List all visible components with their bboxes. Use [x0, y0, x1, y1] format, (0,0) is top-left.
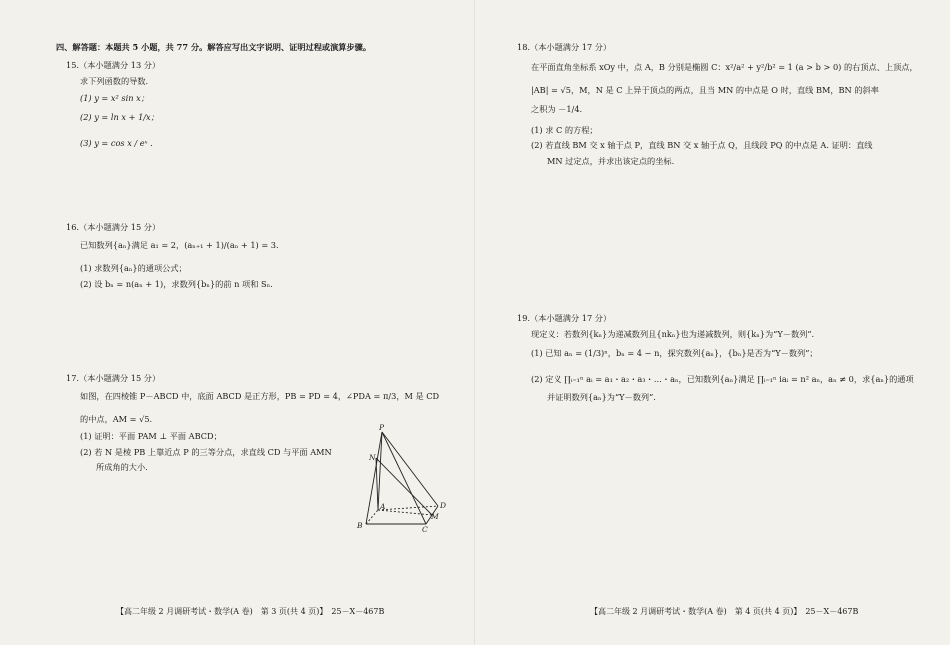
label-A: A — [380, 502, 386, 511]
q15-intro: 求下列函数的导数. — [80, 76, 149, 86]
q15-part2: (2) y = ln x + 1/x； — [80, 112, 159, 122]
q19-header: 19.（本小题满分 17 分） — [517, 313, 612, 323]
q17-line2: 的中点，AM = √5. — [80, 414, 153, 424]
label-N: N — [369, 453, 376, 462]
label-P: P — [379, 424, 385, 432]
q17-part1: (1) 证明：平面 PAM ⊥ 平面 ABCD； — [80, 431, 222, 441]
segment-NA — [376, 458, 378, 510]
q18-line1: 在平面直角坐标系 xOy 中，点 A，B 分别是椭圆 C：x²/a² + y²/b² = 1 (a > b > 0) 的右顶点、上顶点， — [531, 62, 918, 72]
q18-part2: (2) 若直线 BM 交 x 轴于点 P，直线 BN 交 x 轴于点 Q，且线段 PQ 的中点是 A. 证明：直线 — [531, 140, 873, 150]
q17-line1: 如图，在四棱锥 P－ABCD 中，底面 ABCD 是正方形，PB = PD = 4，∠PDA = π/3，M 是 CD — [80, 391, 440, 401]
footer-left: 【高二年级 2 月调研考试・数学(A 卷) 第 3 页(共 4 页)】 25－X－467B — [116, 607, 385, 616]
label-M: M — [431, 512, 439, 521]
pyramid-figure — [352, 424, 452, 534]
edge-PC — [382, 432, 426, 524]
q19-part2: (2) 定义 ∏ᵢ₌₁ⁿ aᵢ = a₁・a₂・a₃・…・aₙ，已知数列{aₙ}满足 ∏ᵢ₌₁ⁿ iaᵢ = n² aₙ，aₙ ≠ 0，求{aₙ}的通项 — [531, 374, 914, 384]
q16-part1: (1) 求数列{aₙ}的通项公式； — [80, 263, 187, 273]
q18-line3: 之积为 －1/4. — [531, 104, 583, 114]
q18-part1: (1) 求 C 的方程； — [531, 125, 598, 135]
q19-part1: (1) 已知 aₙ = (1/3)ⁿ，bₙ = 4 − n，探究数列{aₙ}，{bₙ}是否为“Y－数列”； — [531, 348, 818, 358]
q18-header: 18.（本小题满分 17 分） — [517, 42, 612, 52]
q16-part2: (2) 设 bₙ = n(aₙ + 1)，求数列{bₙ}的前 n 项和 Sₙ. — [80, 279, 273, 289]
right-page — [475, 0, 950, 645]
q19-part2-cont: 并证明数列{aₙ}为“Y－数列”. — [547, 392, 656, 402]
footer-right: 【高二年级 2 月调研考试・数学(A 卷) 第 4 页(共 4 页)】 25－X－467B — [590, 607, 859, 616]
q15-part3: (3) y = cos x / eˣ . — [80, 138, 153, 148]
q15-header: 15.（本小题满分 13 分） — [66, 60, 161, 70]
q16-intro: 已知数列{aₙ}满足 a₁ = 2，(aₙ₊₁ + 1)/(aₙ + 1) = 3. — [80, 240, 279, 250]
q17-part2: (2) 若 N 是棱 PB 上靠近点 P 的三等分点，求直线 CD 与平面 AMN — [80, 447, 332, 457]
segment-AM — [378, 510, 432, 515]
section-heading: 四、解答题：本题共 5 小题，共 77 分。解答应写出文字说明、证明过程或演算步骤。 — [56, 42, 372, 52]
edge-PD — [382, 432, 438, 506]
label-B: B — [357, 521, 363, 530]
q18-part2-cont: MN 过定点，并求出该定点的坐标. — [547, 156, 675, 166]
edge-AD — [378, 506, 438, 510]
q18-line2: |AB| = √5，M，N 是 C 上异于顶点的两点，且当 MN 的中点是 O 时，直线 BM，BN 的斜率 — [531, 85, 879, 95]
q17-part2-cont: 所成角的大小. — [96, 462, 148, 472]
label-C: C — [422, 525, 428, 534]
q17-header: 17.（本小题满分 15 分） — [66, 373, 161, 383]
label-D: D — [440, 501, 447, 510]
q16-header: 16.（本小题满分 15 分） — [66, 222, 161, 232]
q15-part1: (1) y = x² sin x； — [80, 93, 149, 103]
q19-intro: 现定义：若数列{kₙ}为递减数列且{nkₙ}也为递减数列，则{kₙ}为“Y－数列”. — [531, 329, 815, 339]
